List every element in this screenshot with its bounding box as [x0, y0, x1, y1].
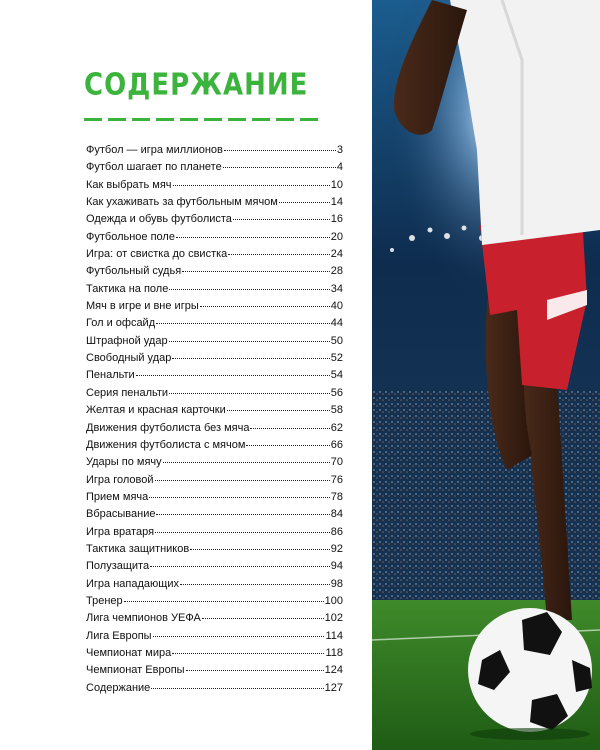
toc-entry-page-number: 114: [325, 629, 343, 642]
toc-leader-dots: [228, 253, 329, 255]
toc-leader-dots: [156, 322, 330, 324]
toc-entry[interactable]: [86, 144, 343, 161]
toc-leader-dots: [151, 687, 323, 689]
toc-entry-page-number: 62: [330, 421, 343, 434]
football-player-photo: [372, 0, 600, 750]
toc-entry-page-number: 84: [330, 508, 343, 521]
toc-entry-page-number: 76: [330, 473, 343, 486]
toc-entry-page-number: 127: [324, 681, 343, 694]
toc-leader-dots: [169, 392, 330, 394]
toc-entry-label: Игра: от свистка до свистка: [86, 248, 228, 261]
title-dash: [252, 118, 270, 121]
toc-entry-label: Движения футболиста без мяча: [86, 421, 250, 434]
toc-leader-dots: [156, 513, 329, 515]
toc-entry-page-number: 4: [336, 161, 343, 174]
toc-entry-label: Прием мяча: [86, 490, 149, 503]
toc-entry-page-number: 54: [330, 369, 343, 382]
toc-entry-label: Футбол — игра миллионов: [86, 144, 223, 156]
toc-leader-dots: [250, 427, 329, 429]
toc-entry-page-number: 3: [336, 144, 343, 156]
toc-leader-dots: [223, 166, 336, 168]
toc-entry[interactable]: [86, 231, 343, 248]
toc-entry-label: Мяч в игре и вне игры: [86, 300, 199, 313]
toc-entry-label: Как выбрать мяч: [86, 178, 172, 191]
toc-entry-page-number: 52: [330, 352, 343, 365]
toc-leader-dots: [233, 218, 330, 220]
toc-leader-dots: [149, 496, 329, 498]
toc-entry-label: Удары по мячу: [86, 456, 162, 469]
toc-entry[interactable]: [86, 213, 343, 230]
toc-entry[interactable]: [86, 543, 343, 560]
toc-entry-label: Тренер: [86, 594, 123, 607]
toc-entry[interactable]: [86, 352, 343, 369]
toc-leader-dots: [246, 444, 329, 446]
toc-leader-dots: [182, 270, 330, 272]
toc-entry[interactable]: [86, 508, 343, 525]
toc-entry-page-number: 20: [330, 230, 343, 243]
toc-entry-label: Содержание: [86, 681, 151, 694]
toc-leader-dots: [227, 409, 330, 411]
title-underline: [84, 118, 318, 121]
toc-entry-label: Полузащита: [86, 560, 150, 573]
toc-entry[interactable]: [86, 456, 343, 473]
toc-entry[interactable]: [86, 422, 343, 439]
toc-entry[interactable]: [86, 161, 343, 178]
toc-leader-dots: [155, 531, 330, 533]
title-dash: [84, 118, 102, 121]
toc-entry-page-number: 56: [330, 386, 343, 399]
toc-entry-label: Как ухаживать за футбольным мячом: [86, 196, 278, 209]
toc-entry-label: Пенальти: [86, 369, 135, 382]
toc-entry-page-number: 58: [330, 404, 343, 417]
title-dash: [180, 118, 198, 121]
toc-entry[interactable]: [86, 300, 343, 317]
toc-entry-page-number: 100: [324, 594, 343, 607]
toc-leader-dots: [136, 374, 330, 376]
title-dash: [132, 118, 150, 121]
toc-leader-dots: [224, 149, 336, 151]
toc-entry-label: Желтая и красная карточки: [86, 404, 226, 417]
toc-leader-dots: [169, 288, 329, 290]
toc-leader-dots: [180, 583, 330, 585]
toc-entry-label: Футбол шагает по планете: [86, 161, 222, 174]
toc-leader-dots: [173, 184, 330, 186]
toc-entry-label: Лига Европы: [86, 629, 152, 642]
toc-entry-label: Штрафной удар: [86, 334, 168, 347]
toc-leader-dots: [150, 565, 330, 567]
title-dash: [204, 118, 222, 121]
page-title: СОДЕРЖАНИЕ: [84, 68, 309, 103]
toc-leader-dots: [172, 652, 324, 654]
toc-entry[interactable]: [86, 526, 343, 543]
toc-entry-page-number: 118: [325, 646, 343, 659]
toc-leader-dots: [172, 357, 329, 359]
toc-entry[interactable]: [86, 404, 343, 421]
toc-entry-page-number: 86: [330, 525, 343, 538]
toc-entry[interactable]: [86, 335, 343, 352]
toc-entry[interactable]: [86, 630, 343, 647]
toc-leader-dots: [155, 479, 330, 481]
toc-entry-label: Футбольное поле: [86, 230, 175, 243]
title-dash: [300, 118, 318, 121]
toc-entry-page-number: 92: [330, 542, 343, 555]
toc-leader-dots: [200, 305, 330, 307]
toc-leader-dots: [163, 461, 330, 463]
toc-entry[interactable]: [86, 179, 343, 196]
toc-entry-label: Гол и офсайд: [86, 317, 156, 330]
toc-entry-page-number: 78: [330, 490, 343, 503]
toc-entry[interactable]: [86, 196, 343, 213]
title-dash: [156, 118, 174, 121]
toc-entry[interactable]: [86, 682, 343, 699]
toc-leader-dots: [202, 617, 324, 619]
toc-entry[interactable]: [86, 265, 343, 282]
toc-entry-page-number: 14: [330, 196, 343, 209]
toc-entry[interactable]: [86, 439, 343, 456]
toc-entry-page-number: 10: [330, 178, 343, 191]
toc-entry-page-number: 28: [330, 265, 343, 278]
toc-entry-label: Лига чемпионов УЕФА: [86, 612, 201, 625]
toc-entry[interactable]: [86, 491, 343, 508]
toc-entry-page-number: 98: [330, 577, 343, 590]
toc-entry-page-number: 70: [330, 456, 343, 469]
toc-entry-label: Серия пенальти: [86, 386, 169, 399]
toc-entry-page-number: 102: [324, 612, 343, 625]
toc-entry-label: Тактика на поле: [86, 282, 169, 295]
toc-entry-label: Игра головой: [86, 473, 154, 486]
toc-entry-label: Вбрасывание: [86, 508, 156, 521]
toc-entry[interactable]: [86, 369, 343, 386]
toc-entry-page-number: 24: [330, 248, 343, 261]
toc-entry-page-number: 40: [330, 300, 343, 313]
toc-entry[interactable]: [86, 578, 343, 595]
title-dash: [276, 118, 294, 121]
toc-entry-page-number: 66: [330, 438, 343, 451]
toc-leader-dots: [279, 201, 330, 203]
toc-entry-label: Чемпионат Европы: [86, 664, 185, 677]
toc-entry[interactable]: [86, 664, 343, 681]
title-dash: [108, 118, 126, 121]
toc-leader-dots: [176, 236, 330, 238]
toc-entry-label: Футбольный судья: [86, 265, 182, 278]
toc-entry[interactable]: [86, 248, 343, 265]
toc-entry[interactable]: [86, 317, 343, 334]
toc-entry-label: Игра вратаря: [86, 525, 155, 538]
title-dash: [228, 118, 246, 121]
toc-entry-label: Тактика защитников: [86, 542, 190, 555]
toc-entry[interactable]: [86, 560, 343, 577]
toc-leader-dots: [169, 340, 330, 342]
toc-leader-dots: [153, 635, 325, 637]
toc-entry[interactable]: [86, 474, 343, 491]
toc-leader-dots: [124, 600, 324, 602]
toc-entry[interactable]: [86, 647, 343, 664]
toc-entry[interactable]: [86, 612, 343, 629]
toc-entry-page-number: 50: [330, 334, 343, 347]
toc-entry[interactable]: [86, 595, 343, 612]
table-of-contents: [86, 144, 343, 699]
toc-entry-label: Игра нападающих: [86, 577, 179, 590]
toc-entry-label: Движения футболиста с мячом: [86, 438, 246, 451]
toc-entry-page-number: 94: [330, 560, 343, 573]
toc-entry-page-number: 16: [330, 213, 343, 226]
toc-entry-page-number: 34: [330, 282, 343, 295]
toc-entry-page-number: 124: [324, 664, 343, 677]
toc-leader-dots: [190, 548, 330, 550]
toc-entry-page-number: 44: [330, 317, 343, 330]
toc-entry-label: Свободный удар: [86, 352, 172, 365]
toc-leader-dots: [186, 669, 324, 671]
toc-entry-label: Одежда и обувь футболиста: [86, 213, 232, 226]
toc-entry[interactable]: [86, 387, 343, 404]
toc-entry[interactable]: [86, 283, 343, 300]
toc-entry-label: Чемпионат мира: [86, 646, 172, 659]
